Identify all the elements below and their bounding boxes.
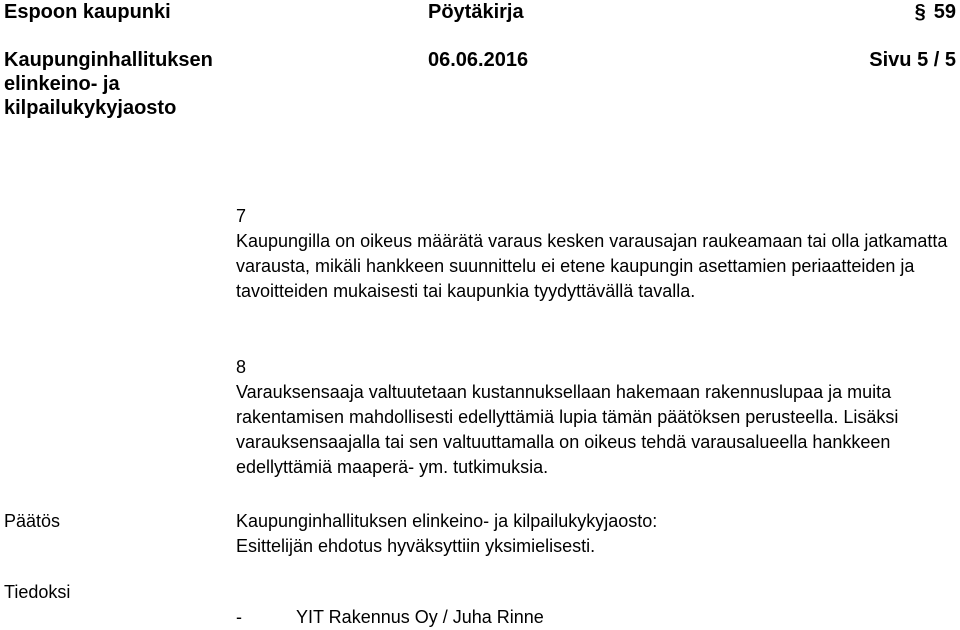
paragraph-number: 8 [236,357,247,377]
info-recipient-item [236,605,544,630]
info-label: Tiedoksi [4,582,71,602]
committee-name: Kaupunginhallituksen elinkeino- ja kilpailukykyjaosto [4,49,213,119]
paragraph-8 [236,355,956,480]
decision-line-1: Kaupunginhallituksen elinkeino- ja kilpailukykyjaosto: [236,511,658,531]
section-number [915,0,956,24]
paragraph-text: Varauksensaaja valtuutetaan kustannuksellaan hakemaan rakennuslupaa ja muita rakentamisen mahdollisesti edellyttämiä lupia tämän päätöksen perusteella. Lisäksi varauksensaajalla tai sen valtuuttamalla on oikeus tehdä varausalueella hankkeen edellyttämiä maaperä- ym. tutkimuksia. [236,382,899,477]
decision-label: Päätös [4,511,61,531]
decision-line-2: Esittelijän ehdotus hyväksyttiin yksimielisesti. [236,536,596,556]
section-symbol: § [914,1,926,23]
meeting-date: 06.06.2016 [428,49,529,71]
list-dash: - [236,607,242,627]
paragraph-text: Kaupungilla on oikeus määrätä varaus kesken varausajan raukeamaan tai olla jatkamatta varausta, mikäli hankkeen suunnittelu ei etene kaupungin asettamien periaatteiden ja tavoitteiden mukaisesti tai kaupunkia tyydyttävällä tavalla. [236,231,948,301]
page-number: Sivu 5 / 5 [869,49,956,71]
document-type: Pöytäkirja [428,1,524,23]
decision-text [236,509,956,559]
paragraph-number: 7 [236,206,247,226]
organization-name: Espoon kaupunki [4,1,171,23]
section-number-value: 59 [933,1,956,23]
info-recipient: YIT Rakennus Oy / Juha Rinne [296,607,544,627]
paragraph-7 [236,204,956,304]
